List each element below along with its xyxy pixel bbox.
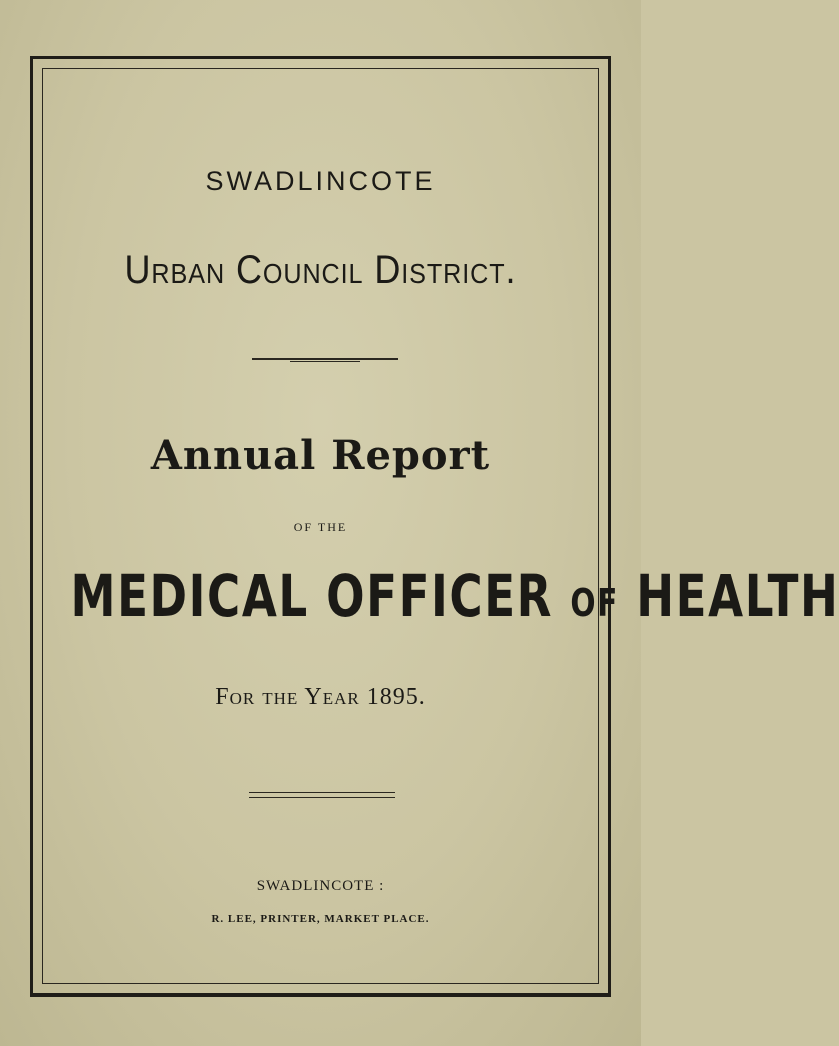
- year-line: For the Year 1895.: [215, 684, 426, 710]
- officer-heading-part1: MEDICAL OFFICER: [70, 562, 554, 630]
- imprint-printer: R. LEE, PRINTER, MARKET PLACE.: [211, 913, 430, 925]
- divider-rule: [252, 358, 398, 360]
- double-rule-bottom: [249, 797, 395, 798]
- double-rule-top: [249, 792, 395, 793]
- divider-rule-accent: [290, 361, 360, 362]
- town-heading: SWADLINCOTE: [205, 166, 436, 196]
- of-the-line: OF THE: [293, 520, 348, 534]
- officer-heading: [70, 562, 839, 630]
- district-heading: Urban Council District.: [124, 248, 517, 292]
- officer-heading-part2: HEALTH: [636, 562, 839, 630]
- report-title: Annual Report: [150, 432, 491, 479]
- imprint-town: SWADLINCOTE :: [256, 878, 385, 894]
- officer-heading-of: OF: [570, 581, 619, 625]
